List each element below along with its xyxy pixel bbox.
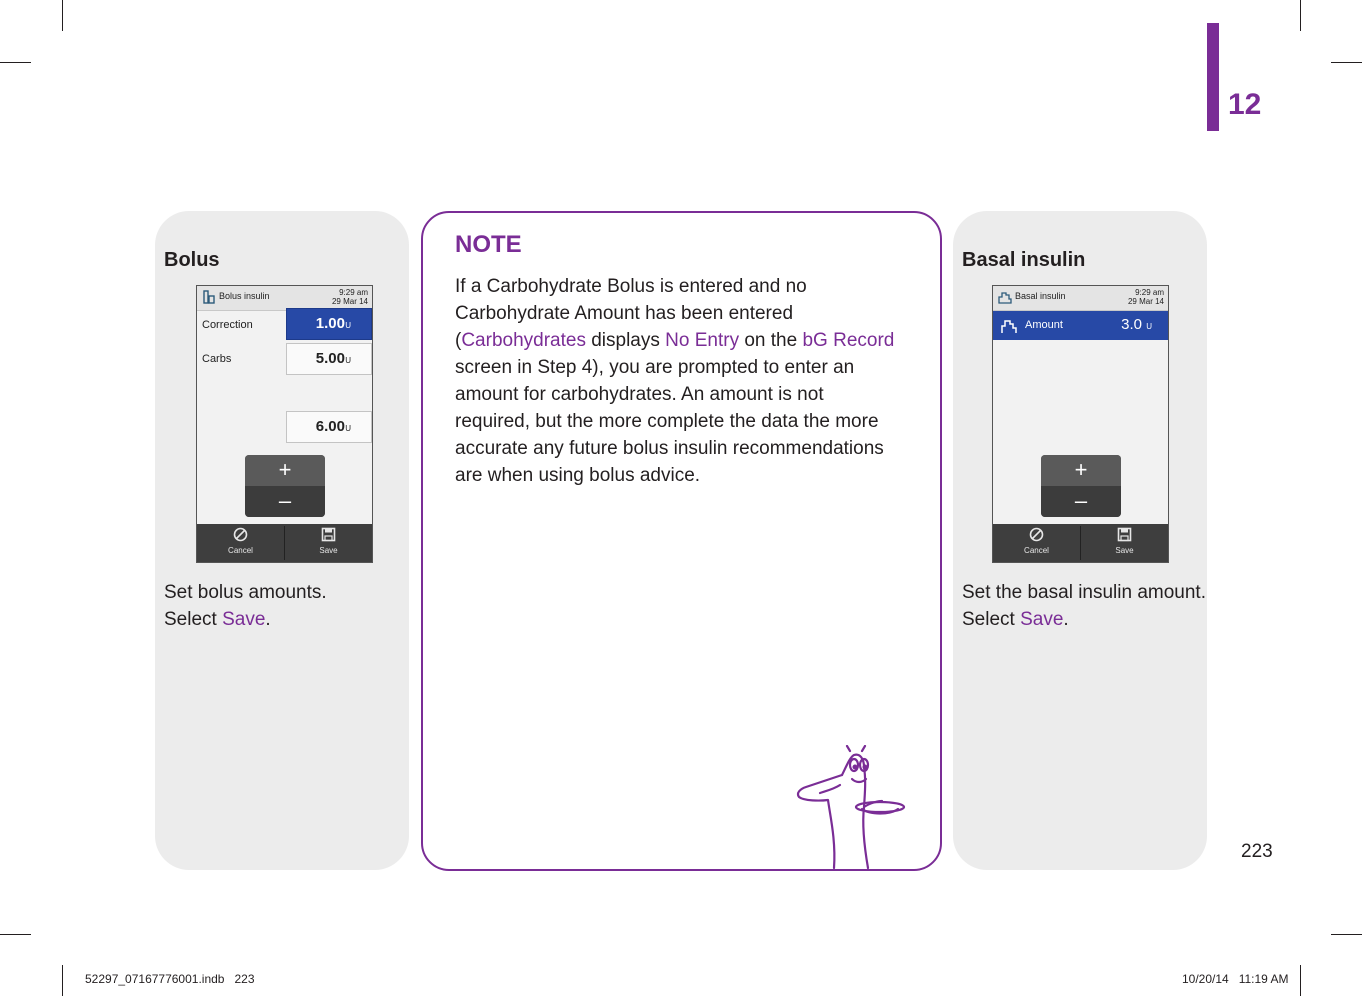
increment-button[interactable]: + (1041, 455, 1121, 486)
decrement-button[interactable]: – (245, 486, 325, 517)
crop-mark (1331, 934, 1362, 935)
screen-date: 29 Mar 14 (1127, 297, 1164, 306)
unit-label: U (1146, 322, 1152, 331)
bolus-insulin-icon (202, 290, 216, 304)
crop-mark (62, 965, 63, 996)
screen-header (993, 286, 1168, 311)
cancel-button[interactable] (197, 524, 284, 562)
basal-insulin-icon (998, 290, 1012, 304)
bolus-select-save (164, 606, 327, 633)
note-term-bg-record: bG Record (802, 330, 895, 351)
basal-panel-title: Basal insulin (962, 249, 1086, 271)
screen-time: 9:29 am (1135, 288, 1164, 297)
screen-footer (993, 524, 1168, 562)
note-title: NOTE (455, 231, 522, 258)
value-stepper (245, 455, 325, 517)
crop-mark (1300, 965, 1301, 996)
amount-value: 3.0 (1121, 316, 1142, 333)
amount-label: Amount (1025, 319, 1063, 331)
cancel-icon (1029, 527, 1044, 542)
bolus-instructions (164, 579, 327, 633)
decrement-button[interactable]: – (1041, 486, 1121, 517)
unit-label: U (345, 321, 351, 330)
save-highlight: Save (222, 609, 266, 630)
crop-mark (0, 62, 31, 63)
save-label: Save (319, 546, 338, 555)
note-text: displays (585, 330, 666, 351)
waiter-mascot-illustration (790, 745, 915, 870)
save-button[interactable] (1081, 524, 1168, 562)
save-icon (321, 527, 336, 542)
screen-title: Bolus insulin (219, 291, 270, 301)
basal-select-save (962, 606, 1206, 633)
carbs-value: 5.00 (315, 350, 345, 367)
note-body (455, 273, 895, 489)
save-label: Save (1115, 546, 1134, 555)
total-value: 6.00 (315, 418, 345, 435)
cancel-icon (233, 527, 248, 542)
crop-mark (1331, 62, 1362, 63)
screen-footer (197, 524, 372, 562)
screen-time: 9:29 am (339, 288, 368, 297)
select-prefix: Select (962, 609, 1021, 630)
total-value-field (286, 411, 372, 443)
select-prefix: Select (164, 609, 223, 630)
amount-row[interactable] (993, 311, 1168, 340)
save-icon (1117, 527, 1132, 542)
cancel-button[interactable] (993, 524, 1080, 562)
select-suffix: . (265, 609, 271, 630)
footer-timestamp: 10/20/14 11:19 AM (1182, 972, 1289, 986)
correction-label: Correction (202, 319, 253, 331)
chapter-number: 12 (1228, 88, 1262, 121)
carbs-label: Carbs (202, 353, 232, 365)
cancel-label: Cancel (1024, 546, 1049, 555)
screen-date: 29 Mar 14 (331, 297, 368, 306)
note-text: on the (739, 330, 803, 351)
correction-value-field[interactable] (286, 308, 372, 340)
crop-mark (0, 934, 31, 935)
select-suffix: . (1063, 609, 1069, 630)
screen-datetime (1128, 288, 1164, 306)
basal-amount-icon (1001, 318, 1017, 334)
unit-label: U (345, 424, 351, 433)
screen-datetime (332, 288, 368, 306)
crop-mark (1300, 0, 1301, 31)
increment-button[interactable]: + (245, 455, 325, 486)
page-number: 223 (1241, 841, 1273, 862)
bolus-insulin-screen (196, 285, 373, 563)
basal-insulin-screen (992, 285, 1169, 563)
note-text: If a Carbohydrate Bolus is entered and no Carbohydrate Amount has been entered ( (455, 276, 807, 351)
value-stepper (1041, 455, 1121, 517)
note-term-no-entry: No Entry (665, 330, 740, 351)
basal-instructions (962, 579, 1206, 633)
save-button[interactable] (285, 524, 372, 562)
carbs-value-field[interactable] (286, 343, 372, 375)
bolus-panel-title: Bolus (164, 249, 220, 271)
crop-mark (62, 0, 63, 31)
note-term-carbohydrates: Carbohydrates (461, 330, 586, 351)
footer-file: 52297_07167776001.indb 223 (85, 972, 255, 986)
save-highlight: Save (1020, 609, 1064, 630)
note-text: screen in Step 4), you are prompted to enter an amount for carbohydrates. An amount is not required, but the more complete the data the more accurate any future bolus insulin recommendations are when using bolus advice. (455, 357, 884, 486)
chapter-tab-bar (1207, 23, 1219, 131)
cancel-label: Cancel (228, 546, 253, 555)
unit-label: U (345, 356, 351, 365)
basal-instruction-line: Set the basal insulin amount. (962, 582, 1206, 603)
correction-value: 1.00 (315, 315, 345, 332)
bolus-instruction-line: Set bolus amounts. (164, 582, 327, 603)
screen-title: Basal insulin (1015, 291, 1066, 301)
